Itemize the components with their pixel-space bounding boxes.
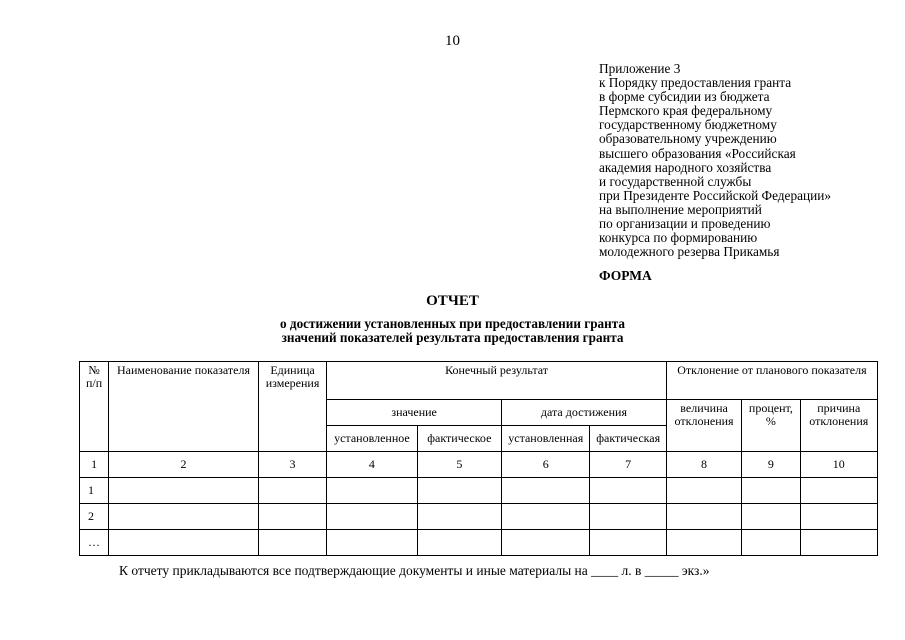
table-cell [109, 530, 259, 556]
table-cell [417, 478, 501, 504]
appendix-line: при Президенте Российской Федерации» [599, 187, 832, 203]
table-cell [502, 530, 590, 556]
column-number: 9 [742, 452, 800, 478]
table-cell [502, 478, 590, 504]
table-cell [109, 478, 259, 504]
header-reason: причина отклонения [800, 400, 877, 452]
header-number: № п/п [80, 362, 109, 452]
appendix-line: в форме субсидии из бюджета [599, 89, 770, 105]
table-row [80, 478, 878, 504]
column-number: 7 [590, 452, 666, 478]
header-date-achieved: дата достижения [502, 400, 667, 426]
column-number: 4 [327, 452, 417, 478]
table-cell [258, 504, 326, 530]
appendix-block [599, 62, 899, 259]
table-cell [417, 504, 501, 530]
header-value: значение [327, 400, 502, 426]
table-cell [417, 530, 501, 556]
report-subtitle [0, 317, 905, 345]
column-number: 5 [417, 452, 501, 478]
appendix-line: образовательному учреждению [599, 131, 777, 147]
row-number: 2 [80, 504, 109, 530]
header-deviation-amount: величина отклонения [666, 400, 741, 452]
header-set-date: установленная [502, 426, 590, 452]
header-final-result: Конечный результат [327, 362, 667, 400]
column-number: 8 [666, 452, 741, 478]
table-cell [742, 478, 800, 504]
table-cell [800, 530, 877, 556]
report-table [79, 361, 878, 556]
appendix-line: и государственной службы [599, 173, 752, 189]
table-cell [109, 504, 259, 530]
table-cell [590, 478, 666, 504]
table-row [80, 504, 878, 530]
appendix-line: по организации и проведению [599, 216, 771, 232]
column-number: 10 [800, 452, 877, 478]
table-cell [502, 504, 590, 530]
subtitle-line: значений показателей результата предоставления гранта [281, 330, 624, 345]
footer-note: К отчету прикладываются все подтверждающие документы и иные материалы на ____ л. в _____ экз.» [119, 563, 710, 578]
table-cell [800, 478, 877, 504]
row-number: 1 [80, 478, 109, 504]
row-number: … [80, 530, 109, 556]
column-number: 1 [80, 452, 109, 478]
page-number: 10 [445, 33, 460, 49]
appendix-line: государственному бюджетному [599, 117, 777, 133]
table-cell [590, 504, 666, 530]
subtitle-line: о достижении установленных при предоставлении гранта [280, 316, 625, 331]
header-indicator-name: Наименование показателя [109, 362, 259, 452]
header-deviation: Отклонение от планового показателя [666, 362, 877, 400]
header-actual-value: фактическое [417, 426, 501, 452]
table-cell [666, 504, 741, 530]
column-number: 3 [258, 452, 326, 478]
appendix-line: конкурса по формированию [599, 230, 758, 246]
table-cell [327, 504, 417, 530]
report-title: ОТЧЕТ [426, 293, 479, 309]
table-cell [742, 504, 800, 530]
table-cell [327, 478, 417, 504]
table-cell [742, 530, 800, 556]
table-cell [666, 530, 741, 556]
appendix-line: к Порядку предоставления гранта [599, 75, 792, 91]
header-unit: Единица измерения [258, 362, 326, 452]
header-percent: процент, % [742, 400, 800, 452]
table-cell [800, 504, 877, 530]
header-actual-date: фактическая [590, 426, 666, 452]
column-number: 6 [502, 452, 590, 478]
appendix-line: Пермского края федеральному [599, 103, 773, 119]
appendix-line: молодежного резерва Прикамья [599, 244, 780, 260]
table-cell [590, 530, 666, 556]
column-number: 2 [109, 452, 259, 478]
appendix-line: академия народного хозяйства [599, 159, 772, 175]
appendix-line: на выполнение мероприятий [599, 201, 762, 217]
table-row [80, 530, 878, 556]
header-set-value: установленное [327, 426, 417, 452]
table-cell [258, 530, 326, 556]
form-label: ФОРМА [599, 268, 652, 283]
table-cell [258, 478, 326, 504]
appendix-line: Приложение 3 [599, 61, 681, 76]
table-cell [327, 530, 417, 556]
appendix-line: высшего образования «Российская [599, 145, 796, 161]
table-cell [666, 478, 741, 504]
